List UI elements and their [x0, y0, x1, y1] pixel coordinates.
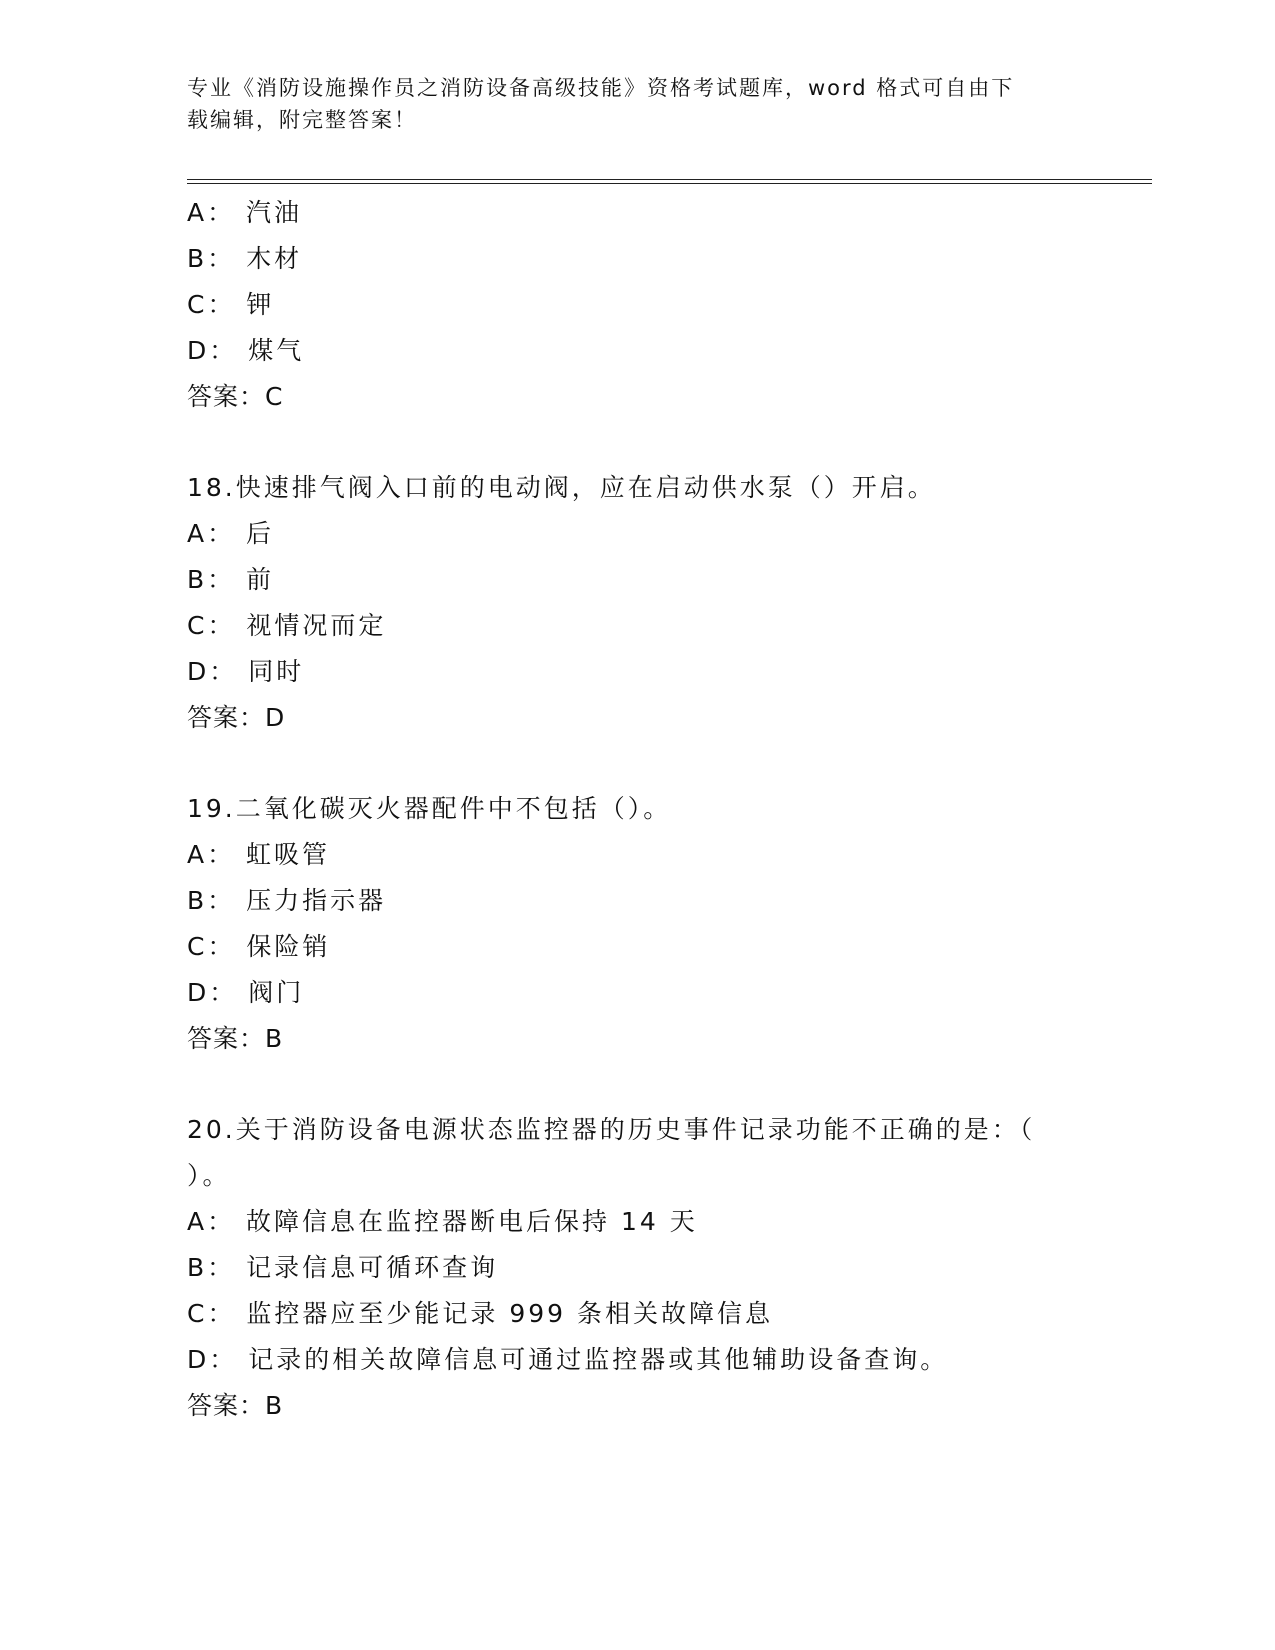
option-c: C： 视情况而定 — [187, 611, 387, 640]
header-line-2: 载编辑，附完整答案！ — [187, 108, 417, 132]
option-d: D： 阀门 — [187, 978, 305, 1007]
question-20 — [187, 1107, 1087, 1429]
option-a: A： 虹吸管 — [187, 840, 331, 869]
document-header — [187, 72, 1067, 136]
question-list — [187, 190, 1087, 1429]
option-d: D： 记录的相关故障信息可通过监控器或其他辅助设备查询。 — [187, 1345, 949, 1374]
option-c: C： 钾 — [187, 290, 275, 319]
question-stem-line-1: 20.关于消防设备电源状态监控器的历史事件记录功能不正确的是：（ — [187, 1115, 1036, 1144]
option-b: B： 压力指示器 — [187, 886, 387, 915]
option-b: B： 前 — [187, 565, 275, 594]
answer: 答案：D — [187, 703, 286, 732]
answer: 答案：B — [187, 1024, 284, 1053]
option-b: B： 记录信息可循环查询 — [187, 1253, 499, 1282]
spacer — [187, 420, 1087, 465]
option-a: A： 汽油 — [187, 198, 303, 227]
answer: 答案：C — [187, 382, 284, 411]
question-18 — [187, 465, 1087, 741]
option-d: D： 同时 — [187, 657, 305, 686]
header-line-1: 专业《消防设施操作员之消防设备高级技能》资格考试题库，word 格式可自由下 — [187, 76, 1015, 100]
spacer — [187, 741, 1087, 786]
option-c: C： 保险销 — [187, 932, 331, 961]
question-stem: 18.快速排气阀入口前的电动阀，应在启动供水泵（）开启。 — [187, 473, 936, 502]
question-stem-line-2: ）。 — [187, 1161, 231, 1190]
question-17 — [187, 190, 1087, 420]
header-divider-bottom — [187, 183, 1152, 184]
header-divider-top — [187, 179, 1152, 180]
question-19 — [187, 786, 1087, 1062]
option-b: B： 木材 — [187, 244, 303, 273]
option-c: C： 监控器应至少能记录 999 条相关故障信息 — [187, 1299, 774, 1328]
answer: 答案：B — [187, 1391, 284, 1420]
option-d: D： 煤气 — [187, 336, 305, 365]
spacer — [187, 1062, 1087, 1107]
option-a: A： 故障信息在监控器断电后保持 14 天 — [187, 1207, 698, 1236]
question-stem: 19.二氧化碳灭火器配件中不包括（）。 — [187, 794, 672, 823]
option-a: A： 后 — [187, 519, 275, 548]
